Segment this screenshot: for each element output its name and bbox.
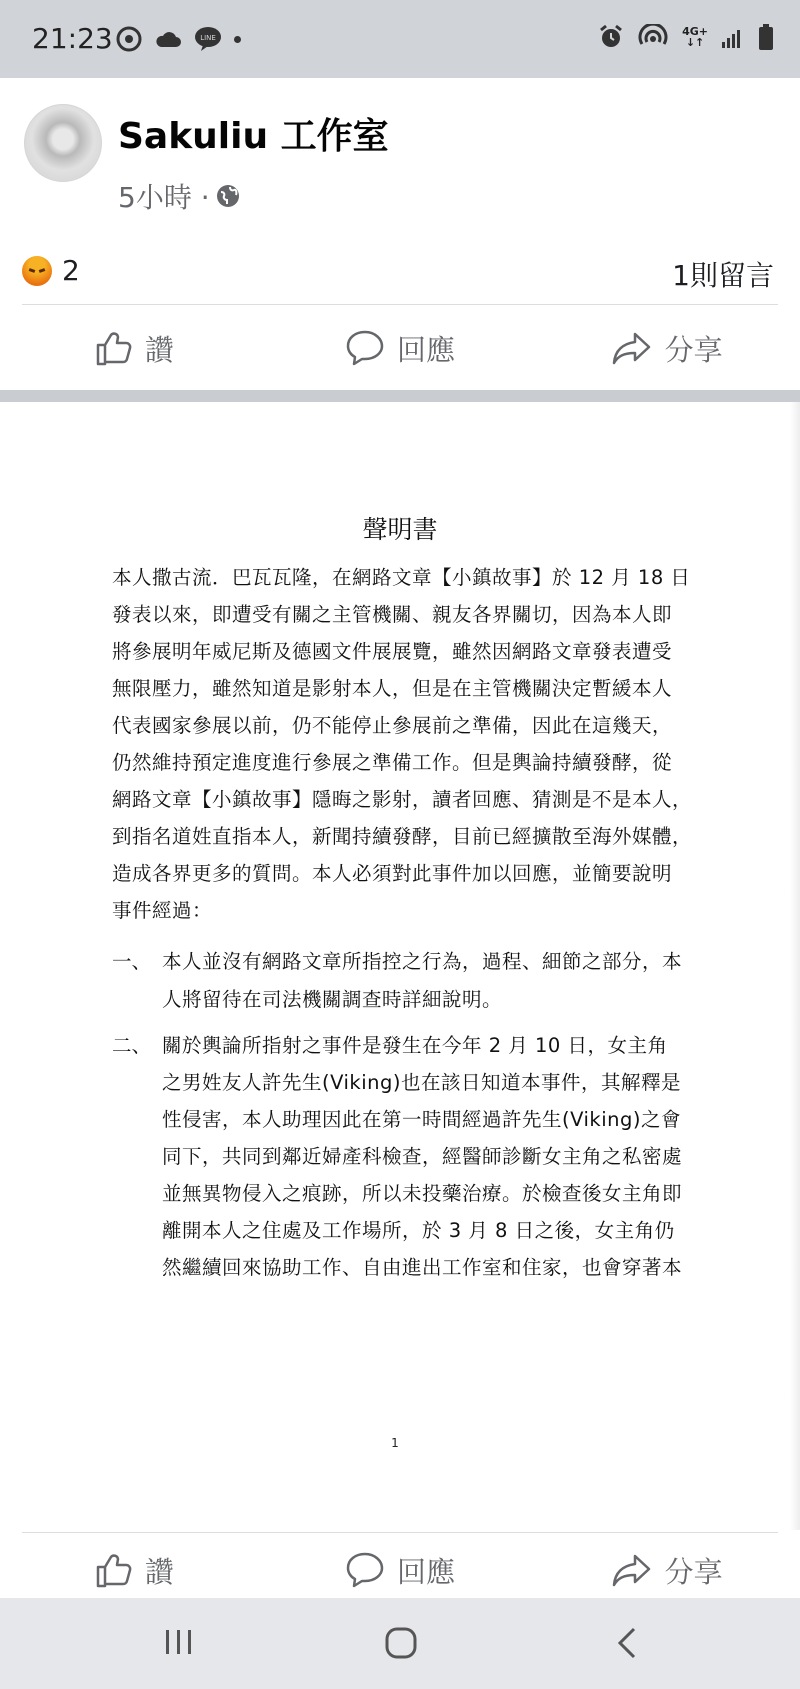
document-line: 網路文章【小鎮故事】隱晦之影射，讀者回應、猜測是不是本人，: [112, 788, 693, 811]
status-bar: [0, 0, 800, 78]
item-number: 二、: [112, 1034, 152, 1057]
hotspot-icon: [638, 24, 668, 50]
back-icon[interactable]: [614, 1626, 640, 1660]
system-navigation-bar: [0, 1598, 800, 1689]
document-line: 本人並沒有網路文章所指控之行為，過程、細節之部分，本: [162, 950, 683, 973]
like-button[interactable]: [0, 312, 267, 384]
page-avatar[interactable]: [24, 104, 102, 182]
item-number: 一、: [112, 950, 152, 973]
line-app-icon: [194, 26, 222, 52]
thumbs-up-icon: [93, 1550, 133, 1590]
document-line: 造成各界更多的質問。本人必須對此事件加以回應，並簡要說明: [112, 862, 673, 885]
divider: [22, 1532, 778, 1533]
document-line: 並無異物侵入之痕跡，所以未投藥治療。於檢查後女主角即: [162, 1182, 683, 1205]
document-line: 將參展明年威尼斯及德國文件展展覽，雖然因網路文章發表遭受: [112, 640, 673, 663]
share-button[interactable]: [533, 1542, 800, 1598]
share-label: 分享: [664, 332, 723, 367]
share-arrow-icon: [611, 328, 653, 368]
share-label: 分享: [664, 1554, 723, 1589]
signal-icon: [722, 26, 744, 48]
comment-label: 回應: [397, 332, 456, 367]
document-line: 代表國家參展以前，仍不能停止參展前之準備，因此在這幾天，: [112, 714, 673, 737]
document-title: 聲明書: [362, 515, 438, 544]
document-line: 無限壓力，雖然知道是影射本人，但是在主管機關決定暫緩本人: [112, 677, 673, 700]
status-time: 21:23: [32, 22, 113, 55]
document-line: 之男姓友人許先生(Viking)也在該日知道本事件，其解釋是: [162, 1071, 681, 1094]
reaction-count: 2: [62, 254, 80, 287]
battery-icon: [758, 24, 774, 50]
status-notification-icons: [116, 26, 241, 52]
network-type: 4G+ ↓↑: [682, 25, 708, 49]
document-page-number: 1: [391, 1436, 399, 1450]
photo-edge: [790, 402, 800, 1530]
action-bar-top: [0, 312, 800, 384]
document-line: 同下，共同到鄰近婦產科檢查，經醫師診斷女主角之私密處: [162, 1145, 683, 1168]
divider: [22, 304, 778, 305]
comment-bubble-icon: [345, 1550, 385, 1590]
document-line: 然繼續回來協助工作、自由進出工作室和住家，也會穿著本: [162, 1256, 683, 1279]
action-bar-bottom: [0, 1542, 800, 1598]
more-notifications-dot-icon: [234, 36, 241, 43]
document-line: 事件經過：: [112, 899, 213, 922]
like-label: 讚: [144, 332, 174, 367]
document-line: 到指名道姓直指本人，新聞持續發酵，目前已經擴散至海外媒體，: [112, 825, 693, 848]
alarm-icon: [598, 24, 624, 50]
like-label: 讚: [144, 1554, 174, 1589]
comment-label: 回應: [397, 1554, 456, 1589]
document-line: 離開本人之住處及工作場所，於 3 月 8 日之後，女主角仍: [162, 1219, 675, 1242]
document-line: 人將留待在司法機關調查時詳細說明。: [162, 988, 503, 1011]
status-system-icons: [598, 24, 774, 50]
chrome-icon: [116, 26, 142, 52]
globe-icon: [216, 184, 240, 208]
cloud-icon: [154, 28, 182, 50]
post-photo-document[interactable]: [0, 402, 800, 1530]
angry-reaction-icon: [22, 256, 52, 286]
post-time[interactable]: 5小時 ·: [118, 181, 210, 214]
comment-bubble-icon: [345, 328, 385, 368]
like-button[interactable]: [0, 1542, 267, 1598]
recent-apps-icon[interactable]: [163, 1626, 195, 1658]
post-meta: [118, 176, 240, 216]
document-line: 仍然維持預定進度進行參展之準備工作。但是輿論持續發酵，從: [112, 751, 673, 774]
share-arrow-icon: [611, 1550, 653, 1590]
reaction-summary[interactable]: [22, 254, 80, 287]
page-name[interactable]: Sakuliu 工作室: [118, 116, 389, 157]
thumbs-up-icon: [93, 328, 133, 368]
home-icon[interactable]: [384, 1626, 418, 1660]
share-button[interactable]: [533, 312, 800, 384]
document-line: 關於輿論所指射之事件是發生在今年 2 月 10 日，女主角: [162, 1034, 668, 1057]
comment-count[interactable]: 1則留言: [672, 259, 774, 292]
section-separator: [0, 390, 800, 402]
svg-text:LINE: LINE: [200, 34, 216, 42]
comment-button[interactable]: [267, 312, 534, 384]
document-line: 性侵害，本人助理因此在第一時間經過許先生(Viking)之會: [162, 1108, 681, 1131]
document-line: 發表以來，即遭受有關之主管機關、親友各界關切，因為本人即: [112, 603, 673, 626]
document-line: 本人撒古流．巴瓦瓦隆，在網路文章【小鎮故事】於 12 月 18 日: [112, 566, 691, 589]
comment-button[interactable]: [267, 1542, 534, 1598]
